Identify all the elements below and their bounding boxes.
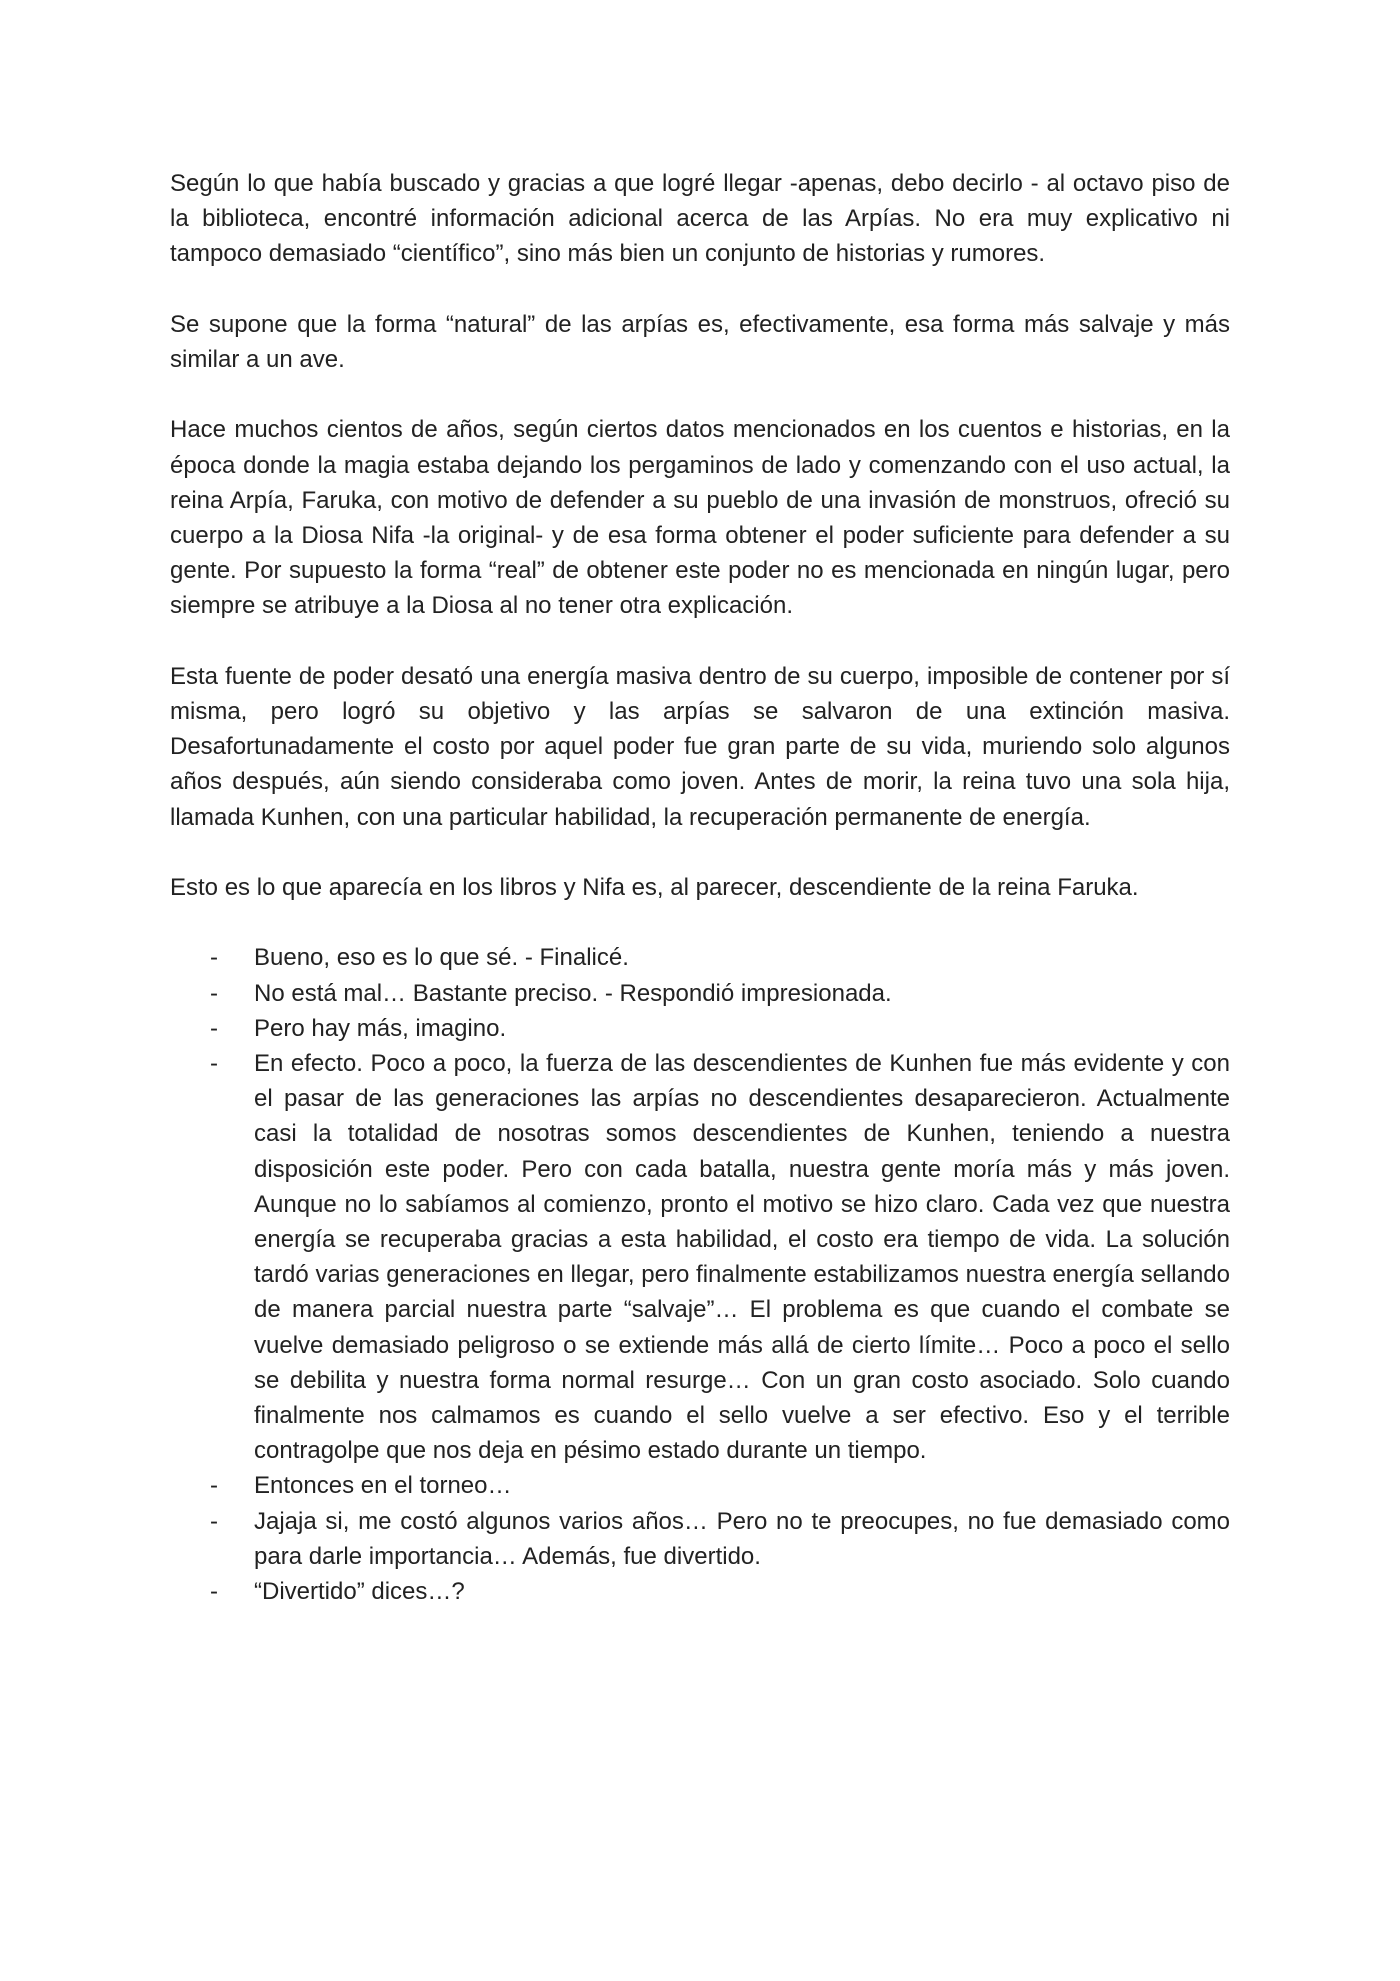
dialogue-list xyxy=(170,940,1230,1609)
paragraph-books-summary: Esto es lo que aparecía en los libros y Nifa es, al parecer, descendiente de la reina Faruka. xyxy=(170,874,1139,901)
document-page xyxy=(170,166,1230,1609)
dialogue-text: Bueno, eso es lo que sé. - Finalicé. xyxy=(254,944,629,972)
dialogue-dash: - xyxy=(210,1014,218,1042)
dialogue-dash: - xyxy=(210,944,218,972)
dialogue-line xyxy=(170,1574,1230,1609)
dialogue-dash: - xyxy=(210,1507,218,1535)
dialogue-dash: - xyxy=(210,979,218,1007)
dialogue-text: Entonces en el torneo… xyxy=(254,1472,512,1500)
dialogue-dash: - xyxy=(210,1050,218,1077)
dialogue-line xyxy=(170,1011,1230,1046)
dialogue-text: Pero hay más, imagino. xyxy=(254,1014,507,1042)
dialogue-line xyxy=(170,976,1230,1011)
paragraph-library-research: Según lo que había buscado y gracias a que logré llegar -apenas, debo decirlo - al octavo piso de la biblioteca, encontré información adicional acerca de las Arpías. No era muy explicativo ni tampoco demasiado “científico”, sino más bien un conjunto de historias y rumores. xyxy=(170,170,1230,268)
dialogue-text: No está mal… Bastante preciso. - Respondió impresionada. xyxy=(254,979,892,1007)
dialogue-text: Jajaja si, me costó algunos varios años… Pero no te preocupes, no fue demasiado como para darle importancia… Además, fue divertido. xyxy=(254,1507,1230,1570)
dialogue-text: “Divertido” dices…? xyxy=(254,1578,465,1606)
dialogue-line xyxy=(170,940,1230,975)
dialogue-dash: - xyxy=(210,1472,218,1500)
dialogue-dash: - xyxy=(210,1578,218,1606)
paragraph-power-source: Esta fuente de poder desató una energía masiva dentro de su cuerpo, imposible de contener por sí misma, pero logró su objetivo y las arpías se salvaron de una extinción masiva. Desafortunadamente el costo por aquel poder fue gran parte de su vida, muriendo solo algunos años después, aún siendo consideraba como joven. Antes de morir, la reina tuvo una sola hija, llamada Kunhen, con una particular habilidad, la recuperación permanente de energía. xyxy=(170,662,1230,831)
dialogue-line xyxy=(170,1468,1230,1503)
paragraph-queen-faruka: Hace muchos cientos de años, según ciertos datos mencionados en los cuentos e historias, en la época donde la magia estaba dejando los pergaminos de lado y comenzando con el uso actual, la reina Arpía, Faruka, con motivo de defender a su pueblo de una invasión de monstruos, ofreció su cuerpo a la Diosa Nifa -la original- y de esa forma obtener el poder suficiente para defender a su gente. Por supuesto la forma “real” de obtener este poder no es mencionada en ningún lugar, pero siempre se atribuye a la Diosa al no tener otra explicación. xyxy=(170,416,1230,620)
dialogue-line xyxy=(170,1504,1230,1574)
dialogue-text: En efecto. Poco a poco, la fuerza de las descendientes de Kunhen fue más evidente y con el pasar de las generaciones las arpías no descendientes desaparecieron. Actualmente casi la totalidad de nosotras somos descendientes de Kunhen, teniendo a nuestra disposición este poder. Pero con cada batalla, nuestra gente moría más y más joven. Aunque no lo sabíamos al comienzo, pronto el motivo se hizo claro. Cada vez que nuestra energía se recuperaba gracias a esta habilidad, el costo era tiempo de vida. La solución tardó varias generaciones en llegar, pero finalmente estabilizamos nuestra energía sellando de manera parcial nuestra parte “salvaje”… El problema es que cuando el combate se vuelve demasiado peligroso o se extiende más allá de cierto límite… Poco a poco el sello se debilita y nuestra forma normal resurge… Con un gran costo asociado. Solo cuando finalmente nos calmamos es cuando el sello vuelve a ser efectivo. Eso y el terrible contragolpe que nos deja en pésimo estado durante un tiempo. xyxy=(254,1050,1230,1465)
dialogue-line xyxy=(170,1046,1230,1468)
paragraph-natural-form: Se supone que la forma “natural” de las arpías es, efectivamente, esa forma más salvaje y más similar a un ave. xyxy=(170,310,1230,373)
